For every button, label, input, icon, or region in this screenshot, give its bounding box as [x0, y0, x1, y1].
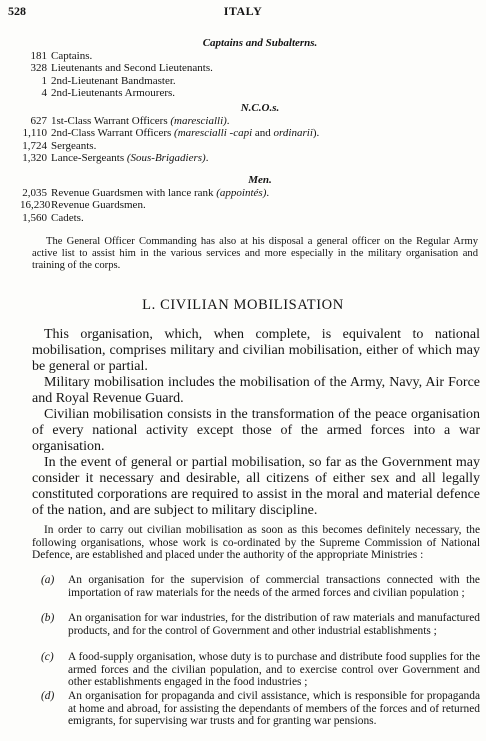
nco-section: [20, 102, 460, 165]
table-row: 1,320 Lance-Sergeants (Sous-Brigadiers).: [22, 152, 209, 165]
item-text: An organisation for propaganda and civil assistance, which is responsible for propaganda at home and abroad, for assisting the dependants of members of the forces and of returned emigrants, for supervising war trusts and for granting war pensions.: [68, 690, 480, 728]
table-row: 4 2nd-Lieutenants Armourers.: [41, 87, 176, 100]
item-text: An organisation for the supervision of commercial transactions connected with the importation of raw materials for the needs of the armed forces and civilian population ;: [68, 574, 480, 599]
table-row: 328 Lieutenants and Second Lieutenants.: [30, 62, 213, 75]
paragraph: Civilian mobilisation consists in the transformation of the peace organisation of every national activity except those of the armed forces into a war organisation.: [32, 407, 480, 454]
captains-heading: Captains and Subalterns.: [202, 37, 318, 49]
item-text: A food-supply organisation, whose duty is to purchase and distribute food supplies for the armed forces and the civilian population, and to exercise control over Government and other establishments engaged in the food industries ;: [68, 651, 480, 689]
table-row: 1 2nd-Lieutenant Bandmaster.: [41, 74, 176, 87]
captains-section: [20, 37, 460, 100]
page-number: 528: [8, 4, 26, 18]
section-heading: L. CIVILIAN MOBILISATION: [142, 297, 344, 313]
intro-paragraph: In order to carry out civilian mobilisation as soon as this becomes definitely necessary, the following organisations, whose work is co-ordinated by the Supreme Commission of National Defence, are established and placed under the authority of the appropriate Ministries :: [32, 524, 480, 562]
paragraph: This organisation, which, when complete, is equivalent to national mobilisation, comprises military and civilian mobilisation, either of which may be general or partial.: [32, 327, 480, 374]
list-item: [42, 651, 480, 689]
table-row: 627 1st-Class Warrant Officers (marescialli).: [30, 115, 230, 127]
men-heading: Men.: [248, 174, 272, 186]
item-label: (b): [41, 612, 55, 624]
main-text: [32, 327, 480, 519]
table-row: 1,560 Cadets.: [22, 211, 84, 224]
item-label: (a): [41, 574, 55, 586]
table-row: 1,724 Sergeants.: [22, 139, 97, 152]
table-row: 2,035 Revenue Guardsmen with lance rank (appointés).: [22, 187, 270, 199]
paragraph: In the event of general or partial mobilisation, so far as the Government may consider it necessary and desirable, all citizens of either sex and all legally constituted corporations are required to assist in the moral and material defence of the nation, and are subject to military discipline.: [32, 455, 480, 518]
officer-note: The General Officer Commanding has also at his disposal a general officer on the Regular Army active list to assist him in the various services and more especially in the military organisation and training of the corps.: [32, 236, 478, 271]
list-item: [42, 574, 480, 599]
page-header: [8, 4, 478, 20]
table-row: 16,230Revenue Guardsmen.: [20, 199, 146, 212]
list-item: [42, 690, 480, 728]
item-label: (d): [41, 690, 55, 702]
nco-heading: N.C.O.s.: [240, 102, 280, 114]
table-row: 181 Captains.: [30, 50, 93, 62]
item-text: An organisation for war industries, for the distribution of raw materials and manufactured products, and for the control of Government and other industrial establishments ;: [68, 612, 480, 637]
paragraph: Military mobilisation includes the mobilisation of the Army, Navy, Air Force and Royal Revenue Guard.: [32, 375, 480, 406]
list-item: [42, 612, 480, 637]
item-label: (c): [41, 651, 54, 663]
men-section: [20, 174, 460, 224]
running-title: ITALY: [223, 4, 263, 18]
table-row: 1,110 2nd-Class Warrant Officers (marescialli -capi and ordinarii).: [22, 127, 320, 140]
